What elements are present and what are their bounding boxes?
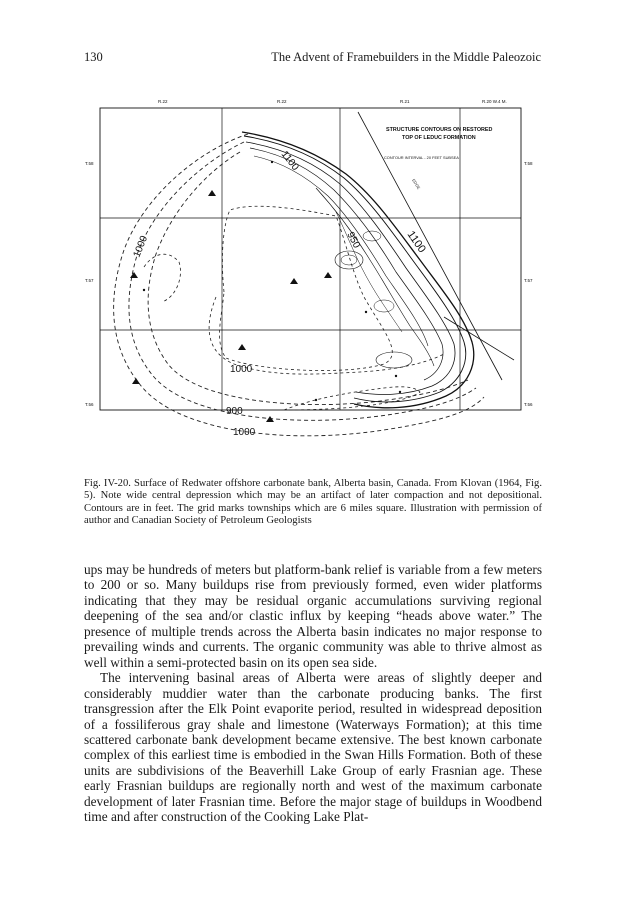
section-line	[444, 317, 514, 360]
contour-line	[242, 132, 474, 408]
contour-line	[144, 254, 180, 302]
page-number: 130	[84, 50, 103, 64]
contour-closure	[376, 352, 412, 368]
contour-closure	[363, 231, 381, 241]
top-tick-label: R.20 W.4 M.	[482, 99, 507, 104]
contour-label: 950	[344, 230, 362, 251]
page-header	[84, 50, 541, 66]
well-dot	[399, 391, 401, 393]
contour-label: 900	[226, 406, 243, 417]
left-tick-label: T.57	[85, 278, 94, 283]
paragraph: The intervening basinal areas of Alberta were areas of slightly deeper and considerably muddier water than the carbonate producing banks. The first transgression after the Elk Point evaporite period, resulted in widespread deposition of a fossiliferous gray shale and limestone (Waterways Formation); at this time scattered carbonate bank development became extensive. The best known carbonate complex of this earliest time is embodied in the Swan Hills Formation. Both of these units are subdivisions of the Beaverhill Lake Group of early Frasnian age. These early Frasnian buildups are regionally north and west of the maximum carbonate development of later Frasnian time. Before the major stage of buildups in Woodbend time and after construction of the Cooking Lake Plat-	[84, 670, 542, 825]
right-tick-label: T.57	[524, 278, 533, 283]
contour-label: 1100	[278, 149, 301, 173]
well-dot	[271, 161, 273, 163]
contour-closure	[335, 251, 363, 269]
running-title: The Advent of Framebuilders in the Middle Paleozoic	[271, 50, 541, 64]
edge-label: EDGE	[411, 177, 422, 191]
contour-label: 1100	[404, 228, 428, 256]
contour-closure	[341, 255, 357, 265]
map-title-line1: STRUCTURE CONTOURS ON RESTORED	[386, 127, 493, 133]
left-tick-label: T.56	[85, 402, 94, 407]
contour-label: 1000	[230, 364, 253, 375]
map-title-line2: TOP OF LEDUC FORMATION	[402, 135, 476, 141]
well-marker	[324, 272, 332, 278]
contour-label: 1000	[131, 234, 151, 260]
well-marker	[208, 190, 216, 196]
figure-caption: Fig. IV-20. Surface of Redwater offshore carbonate bank, Alberta basin, Canada. From Klovan (1964, Fig. 5). Note wide central depression which may be an artifact of later compaction and not depositional. Contours are in feet. The grid marks townships which are 6 miles square. Illustration with permission of author and Canadian Society of Petroleum Geologists	[84, 478, 542, 527]
left-tick-label: T.58	[85, 161, 94, 166]
contour-closure	[374, 300, 394, 312]
well-marker	[238, 344, 246, 350]
contour-label: 1000	[233, 427, 256, 438]
well-dot	[365, 311, 367, 313]
top-tick-label: R.22	[158, 99, 168, 104]
right-tick-label: T.58	[524, 161, 533, 166]
top-tick-label: R.21	[400, 99, 410, 104]
well-dot	[143, 289, 145, 291]
contour-line	[316, 188, 434, 366]
contour-line	[129, 142, 476, 420]
contour-line	[336, 212, 402, 332]
well-marker	[132, 378, 140, 384]
paragraph: ups may be hundreds of meters but platform-bank relief is variable from a few meters to 200 or so. Many buildups rise from previously formed, even wider platforms indicating that they may be residual organic accumulations surviving regional deepening of the sea and/or clastic influx by keeping “heads above water.” The presence of multiple trends across the Alberta basin indicates no major response to prevailing winds and currents. The organic community was able to thrive almost as well within a semi-protected basin on its open sea side.	[84, 562, 542, 670]
top-tick-label: R.22	[277, 99, 287, 104]
contour-map	[84, 92, 544, 467]
contour-line	[246, 142, 455, 394]
contour-interval-note: CONTOUR INTERVAL - 20 FEET SUBSEA	[384, 155, 459, 160]
well-marker	[290, 278, 298, 284]
well-marker	[130, 272, 138, 278]
contour-line	[220, 206, 393, 370]
right-tick-label: T.56	[524, 402, 533, 407]
figure-redwater-map	[84, 92, 544, 467]
well-dot	[315, 399, 317, 401]
body-text	[84, 562, 542, 825]
well-dot	[395, 375, 397, 377]
contour-line	[148, 152, 468, 405]
